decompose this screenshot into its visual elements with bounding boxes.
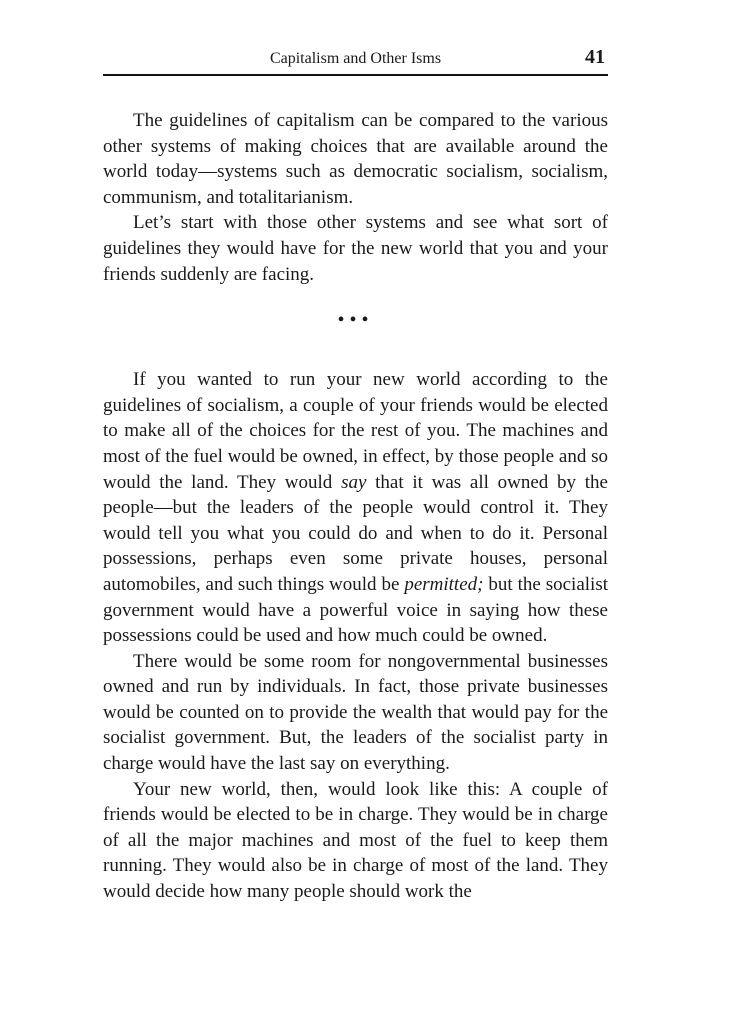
- paragraph-3-text-a: If you wanted to run your new world according to the guidelines of socialism, a couple of your friends would be elected to make all of the choices for the rest of you. The machines and most of the fuel would be owned, in effect, by those people and so would the land. They would: [103, 369, 608, 493]
- paragraph-1: The guidelines of capitalism can be compared to the various other systems of making choices that are available around the world today—systems such as democratic socialism, socialism, communism, and totalitarianism.: [103, 110, 608, 208]
- paragraph-3: [103, 367, 608, 649]
- paragraph-3-emphasis-permitted: permitted;: [404, 573, 484, 595]
- paragraph-3-text-c: but the socialist government would have a powerful voice in saying how these possessions could be used and how much could be owned.: [103, 573, 608, 647]
- paragraph-5: Your new world, then, would look like this: A couple of friends would be elected to be in charge. They would be in charge of all the major machines and most of the fuel to keep them running. They would also be in charge of most of the land. They would decide how many people should work the: [103, 778, 608, 903]
- paragraph-3-text-b: that it was all owned by the people—but the leaders of the people would control it. They would tell you what you could do and when to do it. Personal possessions, perhaps even some private houses, personal automobiles, and such things would be: [103, 471, 608, 595]
- paragraph-3-emphasis-say: say: [341, 471, 367, 493]
- paragraph-2: Let’s start with those other systems and see what sort of guidelines they would have for the new world that you and your friends suddenly are facing.: [103, 212, 608, 285]
- page-number: 41: [585, 46, 605, 68]
- section-separator: •••: [337, 309, 374, 332]
- paragraph-4: There would be some room for nongovernmental businesses owned and run by individuals. In fact, those private businesses would be counted on to provide the wealth that would pay for the socialist government. But, the leaders of the socialist party in charge would have the last say on everything.: [103, 650, 608, 775]
- page-body: [103, 108, 608, 905]
- page-header: [103, 46, 608, 76]
- running-title: Capitalism and Other Isms: [269, 50, 442, 67]
